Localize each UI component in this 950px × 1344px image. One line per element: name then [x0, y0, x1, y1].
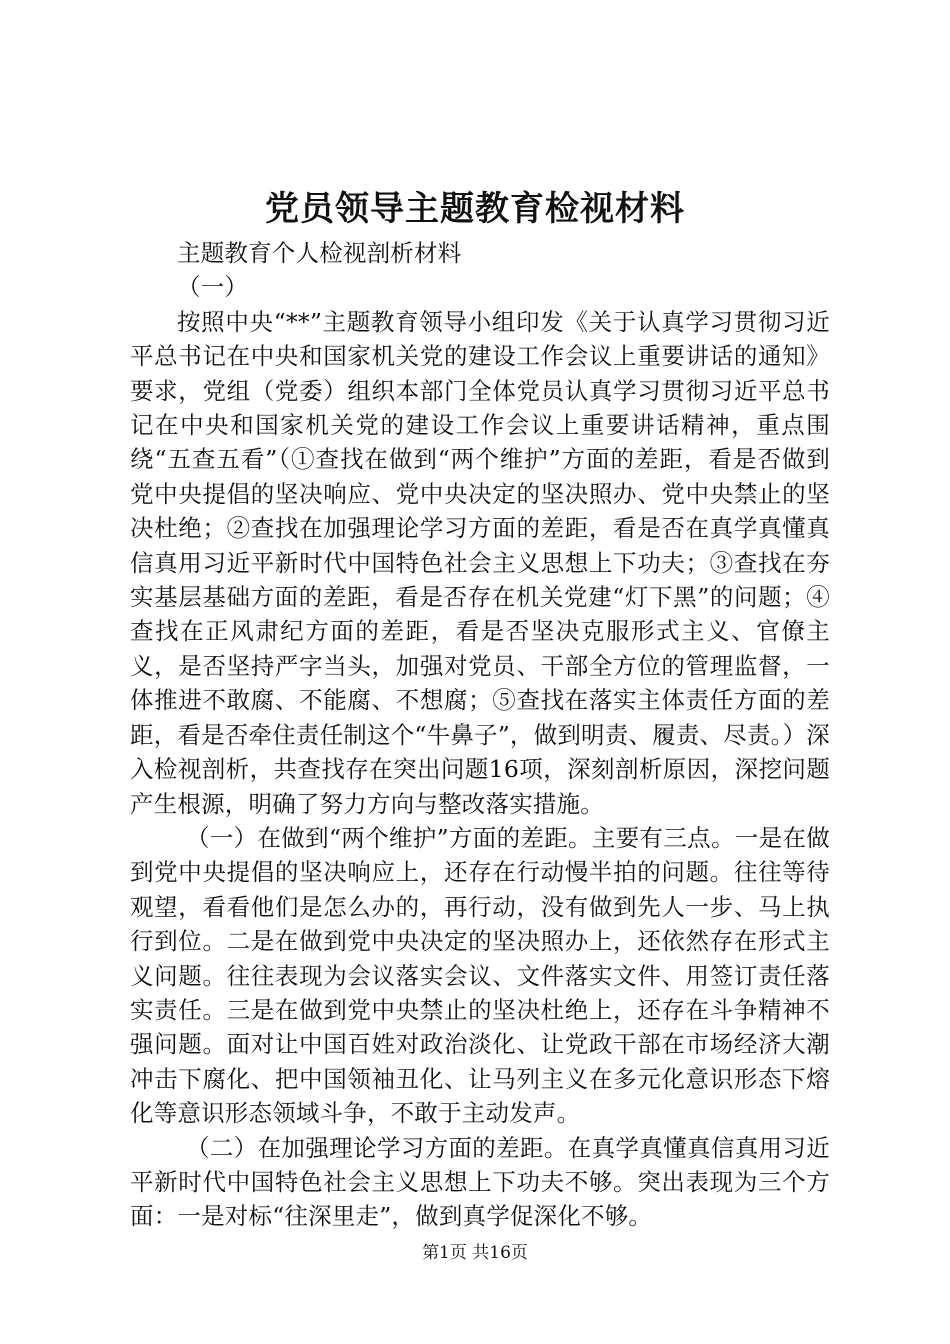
document-title: 党员领导主题教育检视材料	[265, 189, 685, 229]
document-body	[130, 236, 830, 1234]
page-footer: 第1页 共16页	[422, 1243, 528, 1263]
section-two-paragraph: （二）在加强理论学习方面的差距。在真学真懂真信真用习近平新时代中国特色社会主义思想上下功夫不够。突出表现为三个方面：一是对标“往深里走”，做到真学促深化不够。	[130, 1133, 830, 1231]
section-marker: （一）	[177, 273, 249, 302]
intro-paragraph: 按照中央“**”主题教育领导小组印发《关于认真学习贯彻习近平总书记在中央和国家机关党的建设工作会议上重要讲话的通知》要求，党组（党委）组织本部门全体党员认真学习贯彻习近平总书记在中央和国家机关党的建设工作会议上重要讲话精神，重点围绕“五查五看”（①查找在做到“两个维护”方面的差距，看是否做到党中央提倡的坚决响应、党中央决定的坚决照办、党中央禁止的坚决杜绝；②查找在加强理论学习方面的差距，看是否在真学真懂真信真用习近平新时代中国特色社会主义思想上下功夫；③查找在夯实基层基础方面的差距，看是否存在机关党建“灯下黑”的问题；④查找在正风肃纪方面的差距，看是否坚决克服形式主义、官僚主义，是否坚持严字当头，加强对党员、干部全方位的管理监督，一体推进不敢腐、不能腐、不想腐；⑤查找在落实主体责任方面的差距，看是否牵住责任制这个“牛鼻子”，做到明责、履责、尽责。）深入检视剖析，共查找存在突出问题16项，深刻剖析原因，深挖问题产生根源，明确了努力方向与整改落实措施。	[130, 307, 830, 818]
section-one-paragraph: （一）在做到“两个维护”方面的差距。主要有三点。一是在做到党中央提倡的坚决响应上，还存在行动慢半拍的问题。往往等待观望，看看他们是怎么办的，再行动，没有做到先人一步、马上执行到位。二是在做到党中央决定的坚决照办上，还依然存在形式主义问题。往往表现为会议落实会议、文件落实文件、用签订责任落实责任。三是在做到党中央禁止的坚决杜绝上，还存在斗争精神不强问题。面对让中国百姓对政治淡化、让党政干部在市场经济大潮冲击下腐化、把中国领袖丑化、让马列主义在多元化意识形态下熔化等意识形态领域斗争，不敢于主动发声。	[130, 823, 830, 1128]
subtitle-paragraph: 主题教育个人检视剖析材料	[177, 239, 462, 267]
